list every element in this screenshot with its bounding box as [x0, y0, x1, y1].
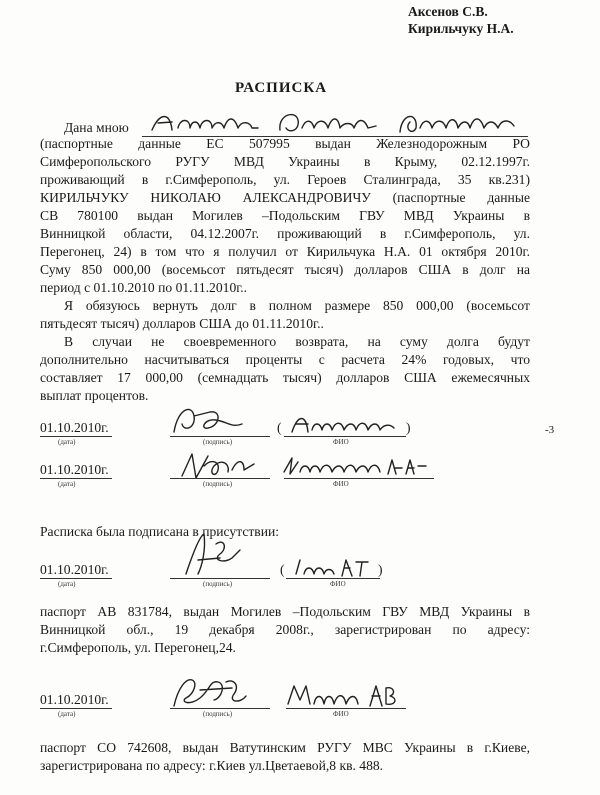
signature-2-sign-label: (подпись) — [203, 480, 233, 488]
para3-line-4: выплат процентов. — [40, 388, 149, 403]
witness-1-sign-label: (подпись) — [203, 580, 233, 588]
para1-line-5: СВ 780100 выдан Могилев –Подольским ГВУ МВД Украины в — [40, 208, 530, 223]
intro-prefix: Дана мною — [64, 120, 129, 135]
margin-mark: -3 — [545, 424, 555, 436]
header-from: Аксенов С.В. — [408, 4, 488, 19]
witness-1-fio-label: ФИО — [330, 580, 346, 588]
witness-1-sign-line — [170, 578, 270, 579]
signature-2-date-label: (дата) — [58, 480, 76, 488]
signature-1-fio-label: ФИО — [333, 438, 349, 446]
para1-line-2: Симферопольского РУГУ МВД Украины в Крыму, 02.12.1997г. — [40, 154, 530, 169]
signature-2-handwritten-fio — [282, 452, 432, 480]
witness-1-fio-line — [286, 578, 380, 579]
signature-1-date: 01.10.2010г. — [40, 420, 109, 435]
para1-line-4: КИРИЛЬЧУКУ НИКОЛАЮ АЛЕКСАНДРОВИЧУ (паспортные данные — [40, 190, 530, 205]
witness-2-passport-line-2: зарегистрирована по адресу: г.Киев ул.Цветаевой,8 кв. 488. — [40, 758, 384, 773]
witness-2-handwritten-fio — [286, 680, 402, 710]
signature-2-sign-line — [170, 478, 270, 479]
witness-2-fio-label: ФИО — [333, 710, 349, 718]
witness-1-handwritten-fio — [294, 554, 374, 580]
witness-2-sign — [170, 672, 250, 712]
para2-line-1: Я обязуюсь вернуть долг в полном размере 850 000,00 (восемьсот — [64, 298, 530, 313]
signature-1-sign-label: (подпись) — [203, 438, 233, 446]
para3-line-1: В случаи не своевременного возврата, на суму долга будут — [64, 334, 530, 349]
signature-1-sign — [170, 402, 250, 438]
signature-1-date-line — [40, 436, 112, 437]
witness-2-passport-line-1: паспорт СО 742608, выдан Ватутинским РУГУ МВС Украины в г.Киеве, — [40, 740, 530, 755]
witness-2-sign-line — [170, 708, 270, 709]
signature-1-date-label: (дата) — [58, 438, 76, 446]
witness-2-date: 01.10.2010г. — [40, 692, 109, 707]
witness-2-date-line — [40, 708, 112, 709]
handwritten-name-signature — [150, 108, 530, 138]
para3-line-2: дополнительно насчитываться проценты с расчета 24% годовых, что — [40, 352, 530, 367]
header-to: Кирильчуку Н.А. — [408, 21, 514, 36]
para1-line-9: период с 01.10.2010 по 01.11.2010г.. — [40, 280, 248, 295]
witness-intro: Расписка была подписана в присутствии: — [40, 524, 280, 539]
paren-open-1: ( — [277, 420, 282, 435]
signature-1-sign-line — [170, 436, 270, 437]
para1-line-3: проживающий в г.Симферополь, ул. Героев Сталинграда, 35 кв.231) — [40, 172, 530, 187]
witness-1-date-line — [40, 578, 112, 579]
witness-1-date-label: (дата) — [58, 580, 76, 588]
signature-2-fio-label: ФИО — [333, 480, 349, 488]
signature-1-fio-line — [284, 436, 406, 437]
witness-1-date: 01.10.2010г. — [40, 562, 109, 577]
witness-1-passport-line-3: г.Симферополь, ул. Перегонец,24. — [40, 640, 236, 655]
paren-close-w1: ) — [378, 562, 383, 577]
witness-2-sign-label: (подпись) — [203, 710, 233, 718]
witness-1-passport-line-1: паспорт АВ 831784, выдан Могилев –Подольским ГВУ МВД Украины в — [40, 604, 530, 619]
para2-line-2: пятьдесят тысяч) долларов США до 01.11.2010г.. — [40, 316, 324, 331]
signature-2-date-line — [40, 478, 112, 479]
witness-2-date-label: (дата) — [58, 710, 76, 718]
witness-2-fio-line — [286, 708, 406, 709]
signature-1-handwritten-fio — [290, 410, 402, 438]
para3-line-3: составляет 17 000,00 (семнадцать тысяч) долларов США ежемесячных — [40, 370, 530, 385]
signature-2-date: 01.10.2010г. — [40, 462, 109, 477]
para1-line-6: Винницкой области, 04.12.2007г. проживающий в г.Симферополь, ул. — [40, 226, 530, 241]
para1-line-8: Суму 850 000,00 (восемьсот пятьдесят тысяч) долларов США в долг на — [40, 262, 530, 277]
para1-line-1: (паспортные данные ЕС 507995 выдан Железнодорожным РО — [40, 136, 530, 151]
para1-line-7: Перегонец, 24) в том что я получил от Кирильчука Н.А. 01 октября 2010г. — [40, 244, 530, 259]
witness-1-sign — [180, 530, 250, 580]
paren-open-w1: ( — [280, 562, 285, 577]
witness-1-passport-line-2: Винницкой обл., 19 декабря 2008г., зарегистрирован по адресу: — [40, 622, 530, 637]
signature-2-fio-line — [284, 478, 434, 479]
document-title: РАСПИСКА — [235, 80, 328, 96]
paren-close-1: ) — [406, 420, 411, 435]
